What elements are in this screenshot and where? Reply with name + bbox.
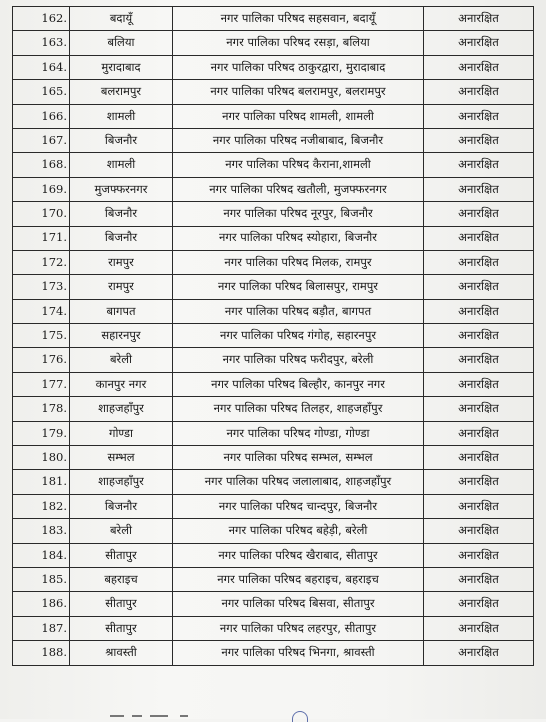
category-cell: अनारक्षित (424, 421, 534, 445)
category-cell: अनारक्षित (424, 55, 534, 79)
category-cell: अनारक्षित (424, 470, 534, 494)
category-cell: अनारक्षित (424, 275, 534, 299)
category-cell: अनारक्षित (424, 446, 534, 470)
serial-number-cell: 168. (13, 153, 70, 177)
serial-number-cell: 171. (13, 226, 70, 250)
table-row (13, 397, 534, 421)
table-row (13, 80, 534, 104)
serial-number-cell: 187. (13, 616, 70, 640)
category-cell: अनारक्षित (424, 128, 534, 152)
serial-number-cell: 186. (13, 592, 70, 616)
district-cell: बरेली (70, 519, 173, 543)
district-cell: मुजफ्फरनगर (70, 177, 173, 201)
council-name-cell: नगर पालिका परिषद नजीबाबाद, बिजनौर (173, 128, 424, 152)
table-row (13, 567, 534, 591)
district-cell: गोण्डा (70, 421, 173, 445)
table-row (13, 421, 534, 445)
district-cell: सीतापुर (70, 592, 173, 616)
cut-off-text-marks (110, 713, 230, 719)
council-name-cell: नगर पालिका परिषद बहराइच, बहराइच (173, 567, 424, 591)
serial-number-cell: 170. (13, 202, 70, 226)
serial-number-cell: 176. (13, 348, 70, 372)
table-row (13, 641, 534, 665)
serial-number-cell: 188. (13, 641, 70, 665)
district-cell: बिजनौर (70, 226, 173, 250)
district-cell: रामपुर (70, 250, 173, 274)
pen-mark (292, 711, 308, 722)
district-cell: कानपुर नगर (70, 372, 173, 396)
serial-number-cell: 180. (13, 446, 70, 470)
table-row (13, 299, 534, 323)
category-cell: अनारक्षित (424, 250, 534, 274)
council-name-cell: नगर पालिका परिषद भिनगा, श्रावस्ती (173, 641, 424, 665)
serial-number-cell: 164. (13, 55, 70, 79)
council-name-cell: नगर पालिका परिषद खतौली, मुजफ्फरनगर (173, 177, 424, 201)
serial-number-cell: 177. (13, 372, 70, 396)
serial-number-cell: 174. (13, 299, 70, 323)
council-name-cell: नगर पालिका परिषद रसड़ा, बलिया (173, 31, 424, 55)
table-row (13, 250, 534, 274)
council-name-cell: नगर पालिका परिषद बिल्हौर, कानपुर नगर (173, 372, 424, 396)
category-cell: अनारक्षित (424, 543, 534, 567)
serial-number-cell: 165. (13, 80, 70, 104)
council-name-cell: नगर पालिका परिषद बलरामपुर, बलरामपुर (173, 80, 424, 104)
serial-number-cell: 162. (13, 7, 70, 31)
serial-number-cell: 181. (13, 470, 70, 494)
serial-number-cell: 169. (13, 177, 70, 201)
category-cell: अनारक्षित (424, 153, 534, 177)
category-cell: अनारक्षित (424, 226, 534, 250)
district-cell: बदायूँ (70, 7, 173, 31)
council-name-cell: नगर पालिका परिषद गोण्डा, गोण्डा (173, 421, 424, 445)
district-cell: शामली (70, 104, 173, 128)
category-cell: अनारक्षित (424, 567, 534, 591)
table-row (13, 324, 534, 348)
municipal-council-table (12, 6, 534, 666)
table-row (13, 470, 534, 494)
serial-number-cell: 163. (13, 31, 70, 55)
category-cell: अनारक्षित (424, 80, 534, 104)
serial-number-cell: 182. (13, 494, 70, 518)
district-cell: सहारनपुर (70, 324, 173, 348)
table-row (13, 128, 534, 152)
serial-number-cell: 175. (13, 324, 70, 348)
table-row (13, 543, 534, 567)
table-row (13, 55, 534, 79)
district-cell: बरेली (70, 348, 173, 372)
category-cell: अनारक्षित (424, 348, 534, 372)
category-cell: अनारक्षित (424, 324, 534, 348)
district-cell: मुरादाबाद (70, 55, 173, 79)
council-name-cell: नगर पालिका परिषद बहेड़ी, बरेली (173, 519, 424, 543)
category-cell: अनारक्षित (424, 372, 534, 396)
district-cell: सीतापुर (70, 543, 173, 567)
serial-number-cell: 184. (13, 543, 70, 567)
category-cell: अनारक्षित (424, 519, 534, 543)
serial-number-cell: 179. (13, 421, 70, 445)
table-row (13, 177, 534, 201)
council-name-cell: नगर पालिका परिषद सहसवान, बदायूँ (173, 7, 424, 31)
table-row (13, 616, 534, 640)
serial-number-cell: 166. (13, 104, 70, 128)
serial-number-cell: 183. (13, 519, 70, 543)
category-cell: अनारक्षित (424, 641, 534, 665)
council-name-cell: नगर पालिका परिषद नूरपुर, बिजनौर (173, 202, 424, 226)
district-cell: बलिया (70, 31, 173, 55)
council-name-cell: नगर पालिका परिषद बिलासपुर, रामपुर (173, 275, 424, 299)
serial-number-cell: 172. (13, 250, 70, 274)
council-name-cell: नगर पालिका परिषद लहरपुर, सीतापुर (173, 616, 424, 640)
council-name-cell: नगर पालिका परिषद जलालाबाद, शाहजहाँपुर (173, 470, 424, 494)
council-name-cell: नगर पालिका परिषद खैराबाद, सीतापुर (173, 543, 424, 567)
serial-number-cell: 178. (13, 397, 70, 421)
council-name-cell: नगर पालिका परिषद फरीदपुर, बरेली (173, 348, 424, 372)
category-cell: अनारक्षित (424, 299, 534, 323)
category-cell: अनारक्षित (424, 31, 534, 55)
category-cell: अनारक्षित (424, 7, 534, 31)
table-row (13, 7, 534, 31)
serial-number-cell: 185. (13, 567, 70, 591)
district-cell: बागपत (70, 299, 173, 323)
category-cell: अनारक्षित (424, 202, 534, 226)
district-cell: बिजनौर (70, 202, 173, 226)
category-cell: अनारक्षित (424, 177, 534, 201)
district-cell: बहराइच (70, 567, 173, 591)
district-cell: बिजनौर (70, 128, 173, 152)
district-cell: रामपुर (70, 275, 173, 299)
council-name-cell: नगर पालिका परिषद गंगोह, सहारनपुर (173, 324, 424, 348)
table-body (13, 7, 534, 666)
table-row (13, 519, 534, 543)
category-cell: अनारक्षित (424, 616, 534, 640)
table-row (13, 31, 534, 55)
table-row (13, 153, 534, 177)
table-row (13, 348, 534, 372)
table-row (13, 446, 534, 470)
table-row (13, 226, 534, 250)
council-name-cell: नगर पालिका परिषद कैराना,शामली (173, 153, 424, 177)
district-cell: बिजनौर (70, 494, 173, 518)
table-row (13, 592, 534, 616)
table-row (13, 372, 534, 396)
category-cell: अनारक्षित (424, 104, 534, 128)
category-cell: अनारक्षित (424, 592, 534, 616)
category-cell: अनारक्षित (424, 397, 534, 421)
council-name-cell: नगर पालिका परिषद मिलक, रामपुर (173, 250, 424, 274)
table-row (13, 275, 534, 299)
council-name-cell: नगर पालिका परिषद चान्दपुर, बिजनौर (173, 494, 424, 518)
council-name-cell: नगर पालिका परिषद तिलहर, शाहजहाँपुर (173, 397, 424, 421)
council-name-cell: नगर पालिका परिषद बड़ौत, बागपत (173, 299, 424, 323)
table-row (13, 494, 534, 518)
district-cell: सम्भल (70, 446, 173, 470)
district-cell: बलरामपुर (70, 80, 173, 104)
district-cell: शाहजहाँपुर (70, 470, 173, 494)
serial-number-cell: 167. (13, 128, 70, 152)
council-name-cell: नगर पालिका परिषद ठाकुरद्वारा, मुरादाबाद (173, 55, 424, 79)
council-name-cell: नगर पालिका परिषद बिसवा, सीतापुर (173, 592, 424, 616)
district-cell: शामली (70, 153, 173, 177)
serial-number-cell: 173. (13, 275, 70, 299)
district-cell: शाहजहाँपुर (70, 397, 173, 421)
district-cell: श्रावस्ती (70, 641, 173, 665)
category-cell: अनारक्षित (424, 494, 534, 518)
council-name-cell: नगर पालिका परिषद सम्भल, सम्भल (173, 446, 424, 470)
district-cell: सीतापुर (70, 616, 173, 640)
council-name-cell: नगर पालिका परिषद शामली, शामली (173, 104, 424, 128)
table-row (13, 104, 534, 128)
council-name-cell: नगर पालिका परिषद स्योहारा, बिजनौर (173, 226, 424, 250)
table-row (13, 202, 534, 226)
